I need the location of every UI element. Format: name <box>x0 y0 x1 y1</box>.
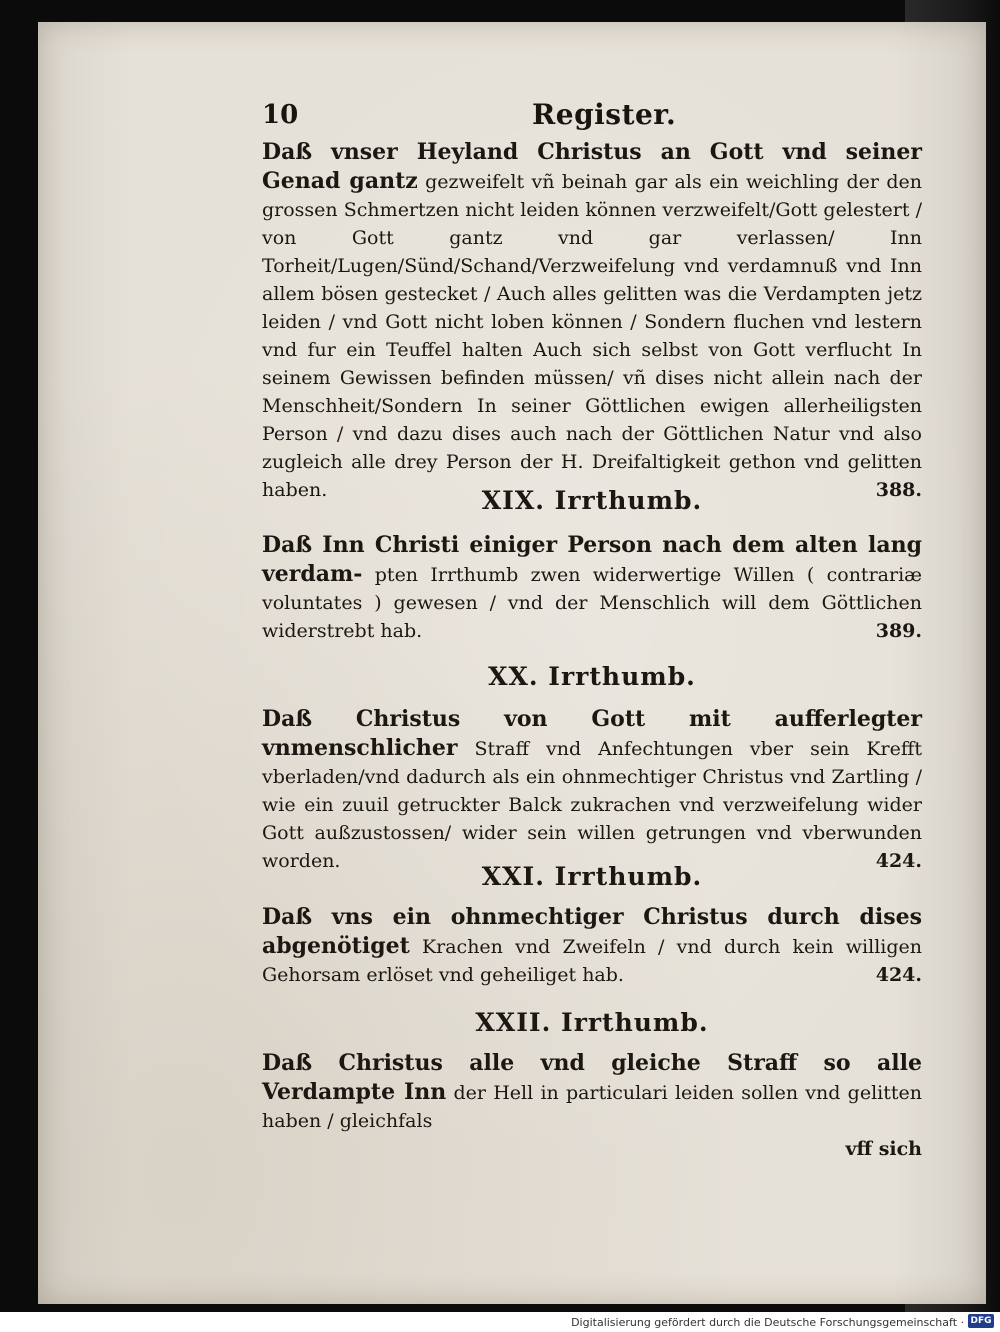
entry-page-ref: 424. <box>875 850 922 872</box>
entry-page-ref: 388. <box>875 479 922 501</box>
entry-page-ref: 389. <box>875 620 922 642</box>
entry-paragraph <box>262 1049 922 1135</box>
section-heading: XXII. Irrthumb. <box>475 1008 709 1037</box>
entry-text: Straff vnd Anfechtungen vber sein Krefft vberladen/vnd dadurch als ein ohnmechtiger Christus vnd Zartling / wie ein zuuil getruckter Balck zukrachen vnd verzweifelung wider Gott außzustossen/ wider sein willen getrungen vnd vberwunden worden. <box>262 738 922 872</box>
entry-xxi <box>262 862 922 989</box>
section-heading: XIX. Irrthumb. <box>481 486 703 515</box>
page-header <box>262 100 922 136</box>
entry-page-ref: 424. <box>875 964 922 986</box>
entry-first-line: Daß Inn Christi einiger Person nach dem alten lang verdam- <box>262 532 922 587</box>
catchword: vff sich <box>845 1138 922 1160</box>
entry-first-line: Daß vns ein ohnmechtiger Christus durch dises abgenötiget <box>262 904 922 959</box>
entry-first-line: Daß Christus von Gott mit aufferlegter vnmenschlicher <box>262 706 922 761</box>
entry-xxii <box>262 1008 922 1163</box>
entry-text: pten Irrthumb zwen widerwertige Willen ( contrariæ voluntates ) gewesen / vnd der Menschlich will dem Göttlichen widerstrebt hab. <box>262 564 922 642</box>
section-heading: XXI. Irrthumb. <box>481 862 703 891</box>
entry-xix <box>262 486 922 645</box>
section-heading: XX. Irrthumb. <box>488 662 696 691</box>
entry-xx <box>262 662 922 875</box>
entry-text: Krachen vnd Zweifeln / vnd durch kein willigen Gehorsam erlöset vnd geheiliget hab. <box>262 936 922 986</box>
entry-text: der Hell in particulari leiden sollen vnd gelitten haben / gleichfals <box>262 1082 922 1132</box>
entry-first-line: Daß vnser Heyland Christus an Gott vnd seiner Genad gantz <box>262 139 922 194</box>
entry-xviii <box>262 138 922 504</box>
entry-paragraph <box>262 138 922 504</box>
entry-text: gezweifelt vñ beinah gar als ein weichling der den grossen Schmertzen nicht leiden können verzweifelt/Gott gelestert / von Gott gantz vnd gar verlassen/ Inn Torheit/Lugen/Sünd/Schand/Verzweifelung vnd verdamnuß vnd Inn allem bösen gestecket / Auch alles gelitten was die Verdampten jetz leiden / vnd Gott nicht loben können / Sondern fluchen vnd lestern vnd fur ein Teuffel halten Auch sich selbst von Gott verflucht In seinem Gewissen befinden müssen/ vñ dises nicht allein nach der Menschheit/Sondern In seiner Göttlichen ewigen allerheiligsten Person / vnd dazu dises auch nach der Göttlichen Natur vnd also zugleich alle drey Person der H. Dreifaltigkeit gethon vnd gelitten haben. <box>262 171 922 501</box>
dfg-logo: DFG <box>968 1314 994 1328</box>
page-number: 10 <box>262 100 299 130</box>
entry-first-line: Daß Christus alle vnd gleiche Straff so alle Verdampte Inn <box>262 1050 922 1105</box>
footer-credit: Digitalisierung gefördert durch die Deutsche Forschungsgemeinschaft · <box>571 1316 964 1329</box>
running-head: Register. <box>532 98 677 131</box>
